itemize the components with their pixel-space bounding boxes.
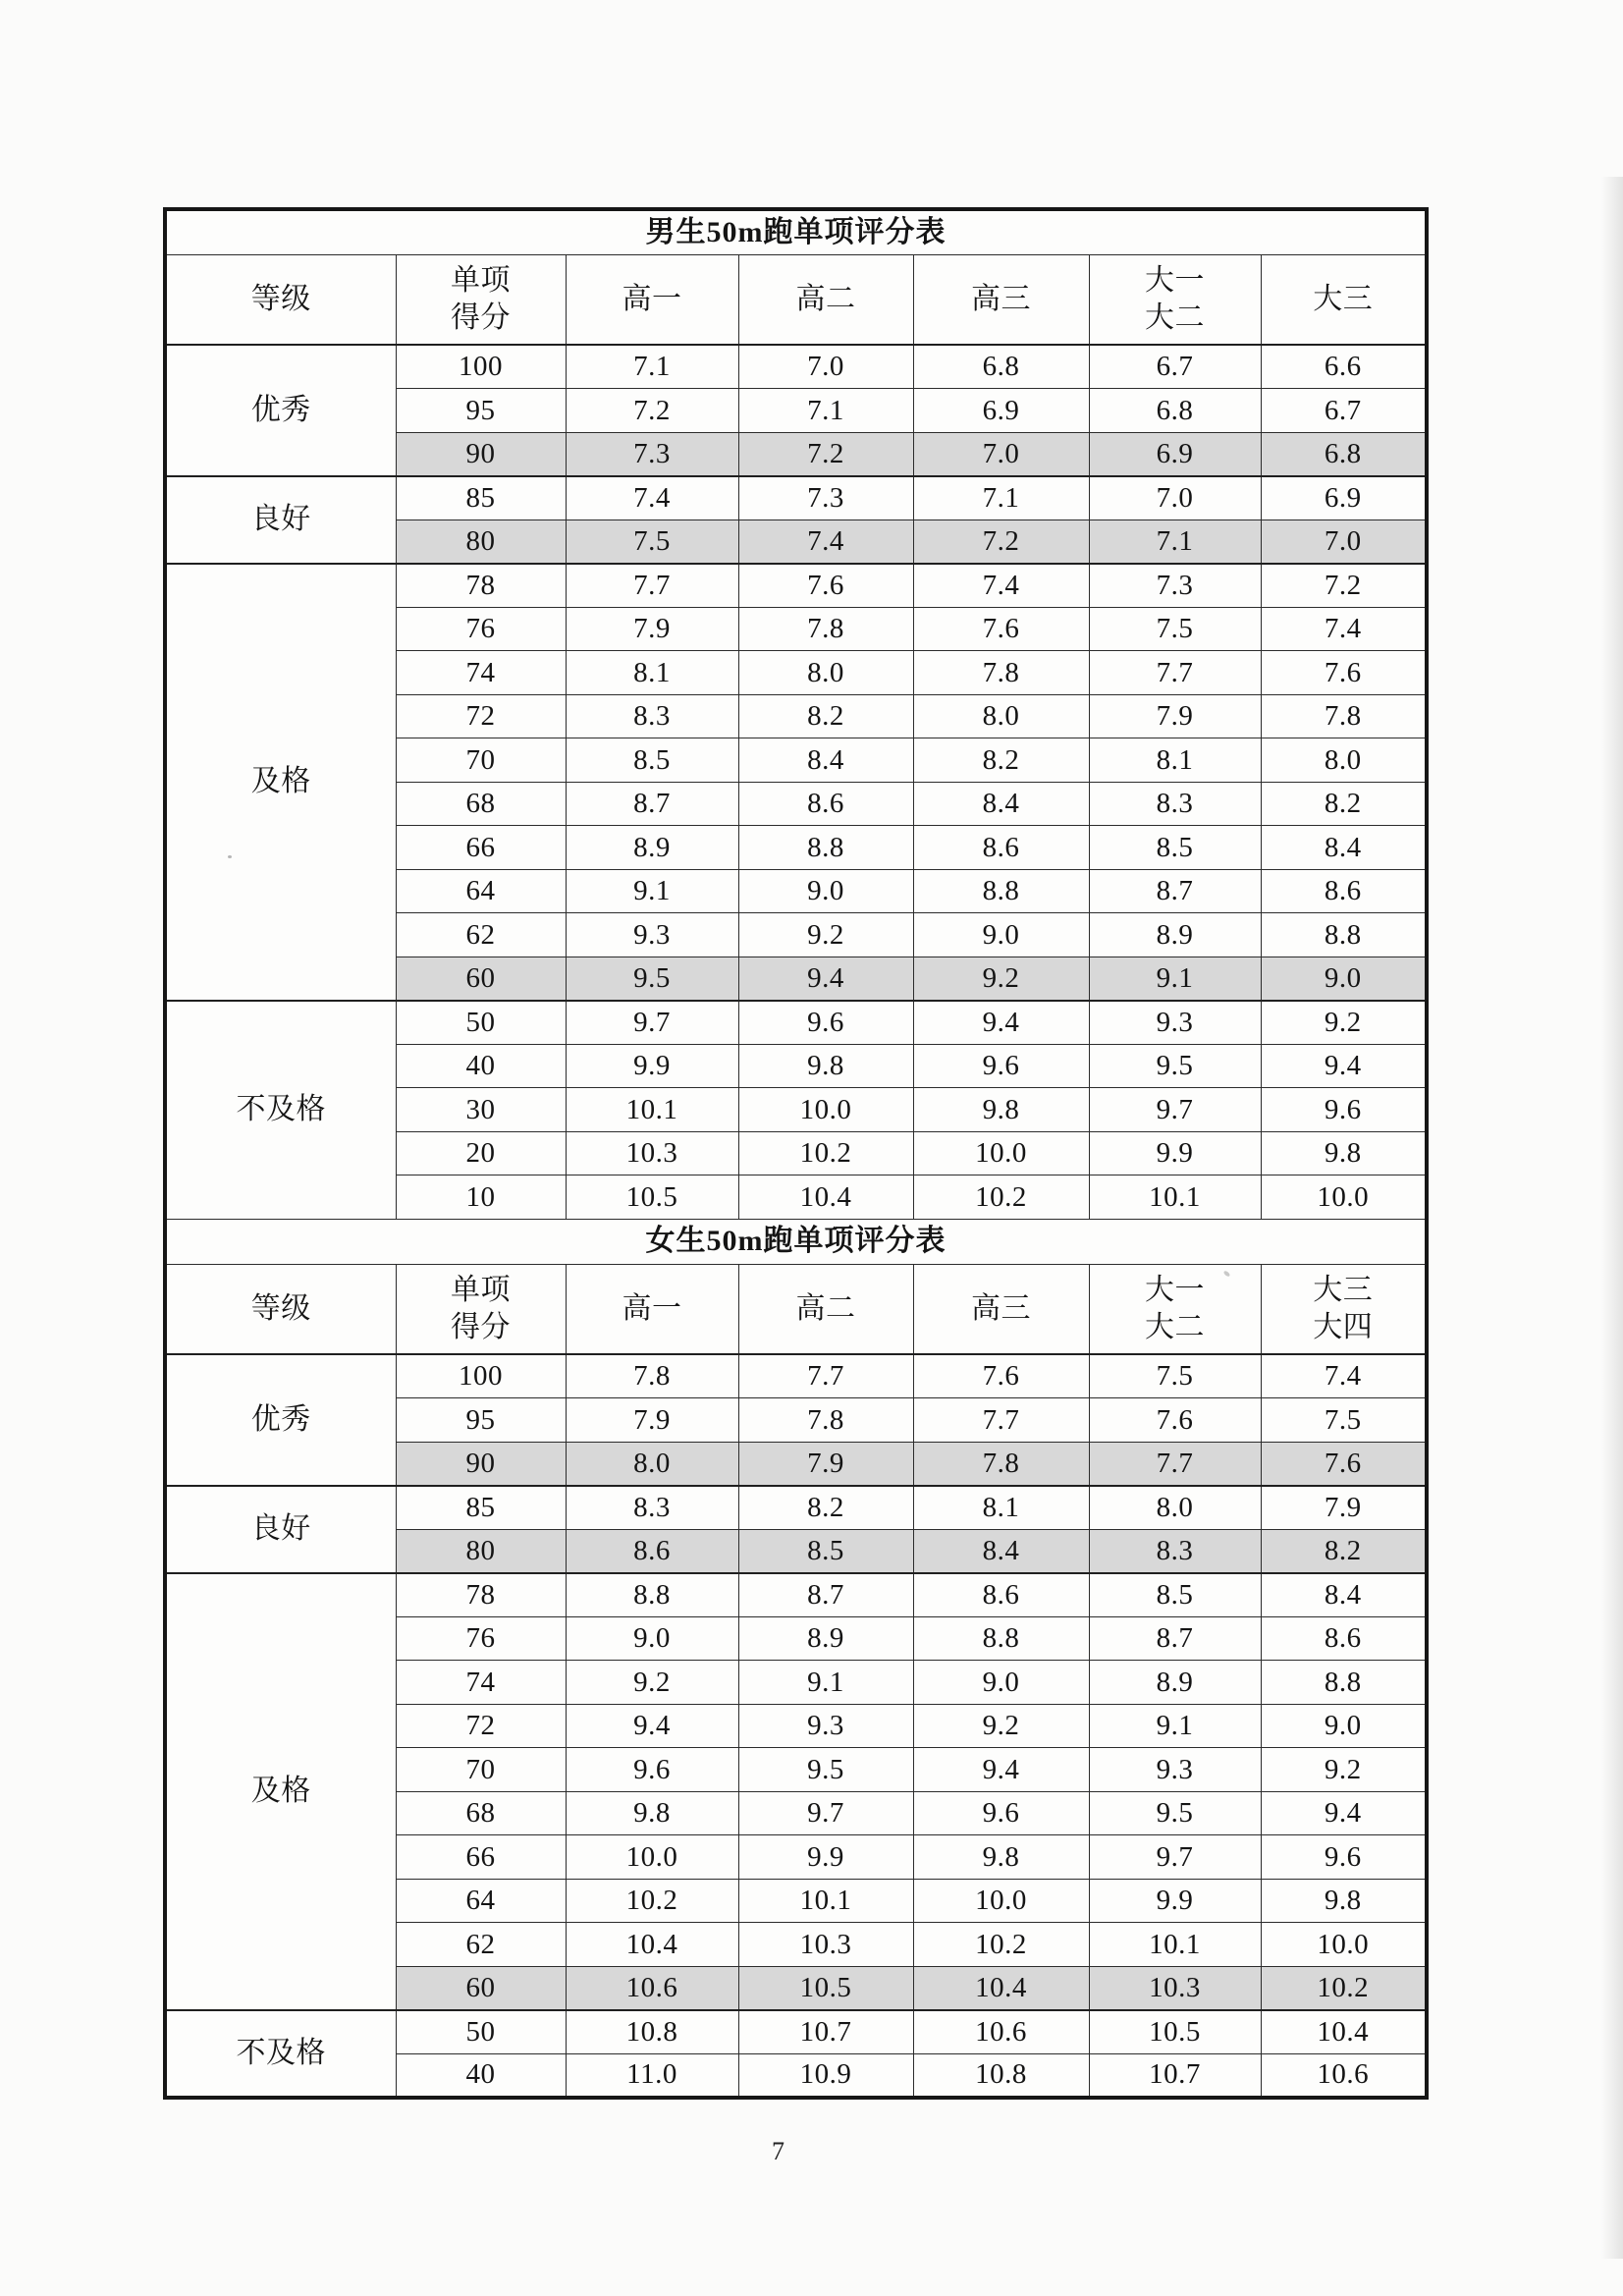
table-row (165, 1354, 1427, 1398)
value-cell: 10.0 (1261, 1923, 1427, 1967)
value-cell: 8.1 (566, 651, 738, 695)
value-cell: 8.4 (1261, 826, 1427, 870)
table-row (165, 1486, 1427, 1530)
value-cell: 7.0 (738, 345, 913, 389)
value-cell: 8.6 (1261, 869, 1427, 913)
value-cell: 10.0 (738, 1088, 913, 1132)
value-cell: 9.2 (1261, 1748, 1427, 1792)
score-cell: 74 (396, 1661, 566, 1705)
value-cell: 7.6 (913, 1354, 1089, 1398)
value-cell: 10.2 (913, 1923, 1089, 1967)
value-cell: 7.3 (738, 476, 913, 520)
header-cell: 等级 (165, 1264, 396, 1354)
value-cell: 9.6 (566, 1748, 738, 1792)
value-cell: 7.0 (1261, 519, 1427, 564)
value-cell: 8.3 (566, 1486, 738, 1530)
value-cell: 10.2 (738, 1131, 913, 1175)
value-cell: 8.7 (1089, 1616, 1261, 1661)
value-cell: 7.4 (913, 564, 1089, 608)
value-cell: 8.2 (738, 694, 913, 738)
value-cell: 9.0 (1261, 957, 1427, 1001)
value-cell: 7.8 (566, 1354, 738, 1398)
value-cell: 8.0 (913, 694, 1089, 738)
value-cell: 9.8 (738, 1044, 913, 1088)
value-cell: 7.3 (1089, 564, 1261, 608)
value-cell: 10.1 (566, 1088, 738, 1132)
value-cell: 10.6 (913, 2010, 1089, 2054)
header-cell: 大三 (1261, 254, 1427, 345)
score-cell: 74 (396, 651, 566, 695)
value-cell: 8.2 (913, 738, 1089, 783)
value-cell: 7.8 (913, 1442, 1089, 1486)
header-cell: 等级 (165, 254, 396, 345)
value-cell: 9.4 (1261, 1791, 1427, 1835)
value-cell: 7.1 (566, 345, 738, 389)
value-cell: 10.2 (1261, 1966, 1427, 2010)
table-title-row (165, 209, 1427, 254)
value-cell: 8.6 (1261, 1616, 1427, 1661)
value-cell: 7.2 (566, 389, 738, 433)
value-cell: 8.7 (566, 782, 738, 826)
value-cell: 9.1 (566, 869, 738, 913)
grade-label: 良好 (165, 1486, 396, 1573)
value-cell: 9.0 (738, 869, 913, 913)
score-cell: 70 (396, 738, 566, 783)
value-cell: 7.6 (1089, 1398, 1261, 1443)
value-cell: 9.9 (738, 1835, 913, 1880)
value-cell: 10.6 (1261, 2053, 1427, 2098)
header-cell: 大三 大四 (1261, 1264, 1427, 1354)
score-cell: 66 (396, 826, 566, 870)
score-cell: 72 (396, 1704, 566, 1748)
value-cell: 7.1 (1089, 519, 1261, 564)
value-cell: 9.1 (1089, 957, 1261, 1001)
value-cell: 9.4 (913, 1748, 1089, 1792)
value-cell: 6.7 (1089, 345, 1261, 389)
value-cell: 10.4 (738, 1175, 913, 1220)
value-cell: 9.3 (738, 1704, 913, 1748)
value-cell: 7.4 (738, 519, 913, 564)
score-cell: 40 (396, 2053, 566, 2098)
header-cell: 大一 大二 (1089, 254, 1261, 345)
score-cell: 50 (396, 2010, 566, 2054)
value-cell: 9.6 (913, 1791, 1089, 1835)
value-cell: 7.2 (913, 519, 1089, 564)
value-cell: 7.9 (566, 1398, 738, 1443)
value-cell: 9.5 (566, 957, 738, 1001)
value-cell: 8.8 (1261, 1661, 1427, 1705)
value-cell: 7.1 (913, 476, 1089, 520)
value-cell: 7.8 (738, 607, 913, 651)
value-cell: 8.9 (1089, 913, 1261, 957)
value-cell: 9.2 (913, 957, 1089, 1001)
value-cell: 6.9 (913, 389, 1089, 433)
score-cell: 90 (396, 1442, 566, 1486)
score-cell: 100 (396, 345, 566, 389)
value-cell: 7.0 (913, 432, 1089, 476)
value-cell: 9.8 (1261, 1131, 1427, 1175)
value-cell: 8.8 (1261, 913, 1427, 957)
grade-label: 优秀 (165, 345, 396, 476)
value-cell: 9.8 (566, 1791, 738, 1835)
header-cell: 单项 得分 (396, 254, 566, 345)
value-cell: 9.4 (913, 1001, 1089, 1045)
value-cell: 10.6 (566, 1966, 738, 2010)
value-cell: 7.3 (566, 432, 738, 476)
value-cell: 10.5 (566, 1175, 738, 1220)
grade-label: 及格 (165, 564, 396, 1001)
value-cell: 9.7 (1089, 1835, 1261, 1880)
value-cell: 7.8 (738, 1398, 913, 1443)
value-cell: 7.6 (1261, 1442, 1427, 1486)
value-cell: 6.9 (1261, 476, 1427, 520)
score-table-body (165, 209, 1427, 2098)
value-cell: 8.7 (1089, 869, 1261, 913)
table-header-row (165, 254, 1427, 345)
value-cell: 10.3 (566, 1131, 738, 1175)
value-cell: 8.9 (566, 826, 738, 870)
value-cell: 8.2 (1261, 782, 1427, 826)
header-cell: 高三 (913, 254, 1089, 345)
value-cell: 8.1 (1089, 738, 1261, 783)
value-cell: 7.7 (913, 1398, 1089, 1443)
value-cell: 8.8 (913, 1616, 1089, 1661)
value-cell: 8.5 (566, 738, 738, 783)
score-cell: 64 (396, 1879, 566, 1923)
score-cell: 20 (396, 1131, 566, 1175)
value-cell: 7.0 (1089, 476, 1261, 520)
score-cell: 70 (396, 1748, 566, 1792)
value-cell: 10.3 (1089, 1966, 1261, 2010)
score-cell: 100 (396, 1354, 566, 1398)
score-cell: 60 (396, 957, 566, 1001)
value-cell: 8.0 (1089, 1486, 1261, 1530)
value-cell: 10.7 (738, 2010, 913, 2054)
score-cell: 62 (396, 1923, 566, 1967)
value-cell: 8.3 (1089, 1529, 1261, 1573)
value-cell: 10.0 (913, 1131, 1089, 1175)
grade-label: 优秀 (165, 1354, 396, 1486)
value-cell: 10.8 (566, 2010, 738, 2054)
value-cell: 9.2 (738, 913, 913, 957)
value-cell: 7.5 (566, 519, 738, 564)
value-cell: 8.2 (738, 1486, 913, 1530)
table-title: 女生50m跑单项评分表 (165, 1219, 1427, 1264)
header-cell: 高二 (738, 254, 913, 345)
score-cell: 62 (396, 913, 566, 957)
score-cell: 80 (396, 519, 566, 564)
value-cell: 9.8 (913, 1835, 1089, 1880)
value-cell: 9.2 (1261, 1001, 1427, 1045)
table-row (165, 1001, 1427, 1045)
header-cell: 单项 得分 (396, 1264, 566, 1354)
value-cell: 7.5 (1089, 607, 1261, 651)
value-cell: 7.4 (1261, 607, 1427, 651)
value-cell: 9.4 (1261, 1044, 1427, 1088)
value-cell: 6.8 (1261, 432, 1427, 476)
value-cell: 8.5 (1089, 826, 1261, 870)
value-cell: 10.2 (913, 1175, 1089, 1220)
table-row (165, 476, 1427, 520)
value-cell: 9.8 (1261, 1879, 1427, 1923)
value-cell: 9.5 (1089, 1791, 1261, 1835)
value-cell: 7.9 (738, 1442, 913, 1486)
value-cell: 7.5 (1261, 1398, 1427, 1443)
value-cell: 6.9 (1089, 432, 1261, 476)
value-cell: 8.1 (913, 1486, 1089, 1530)
table-row (165, 1573, 1427, 1617)
score-cell: 72 (396, 694, 566, 738)
value-cell: 9.7 (738, 1791, 913, 1835)
value-cell: 10.0 (1261, 1175, 1427, 1220)
value-cell: 6.7 (1261, 389, 1427, 433)
value-cell: 8.7 (738, 1573, 913, 1617)
table-row (165, 564, 1427, 608)
value-cell: 7.4 (1261, 1354, 1427, 1398)
value-cell: 9.8 (913, 1088, 1089, 1132)
scan-artifact-band (1601, 177, 1623, 2259)
grade-label: 不及格 (165, 1001, 396, 1220)
value-cell: 8.9 (1089, 1661, 1261, 1705)
value-cell: 7.6 (738, 564, 913, 608)
table-header-row (165, 1264, 1427, 1354)
value-cell: 10.1 (1089, 1175, 1261, 1220)
header-cell: 高一 (566, 254, 738, 345)
value-cell: 8.8 (566, 1573, 738, 1617)
value-cell: 9.3 (566, 913, 738, 957)
score-cell: 66 (396, 1835, 566, 1880)
value-cell: 8.4 (913, 782, 1089, 826)
scan-speck (228, 855, 232, 858)
value-cell: 10.1 (1089, 1923, 1261, 1967)
value-cell: 10.4 (913, 1966, 1089, 2010)
score-cell: 30 (396, 1088, 566, 1132)
score-cell: 85 (396, 476, 566, 520)
value-cell: 7.1 (738, 389, 913, 433)
value-cell: 9.6 (738, 1001, 913, 1045)
score-cell: 50 (396, 1001, 566, 1045)
value-cell: 9.6 (1261, 1835, 1427, 1880)
value-cell: 8.6 (913, 1573, 1089, 1617)
value-cell: 8.4 (913, 1529, 1089, 1573)
value-cell: 9.0 (913, 913, 1089, 957)
value-cell: 7.6 (913, 607, 1089, 651)
value-cell: 8.6 (566, 1529, 738, 1573)
value-cell: 9.2 (566, 1661, 738, 1705)
value-cell: 6.8 (913, 345, 1089, 389)
value-cell: 9.0 (1261, 1704, 1427, 1748)
value-cell: 10.9 (738, 2053, 913, 2098)
value-cell: 7.8 (913, 651, 1089, 695)
value-cell: 9.0 (566, 1616, 738, 1661)
value-cell: 7.7 (1089, 651, 1261, 695)
value-cell: 9.7 (1089, 1088, 1261, 1132)
value-cell: 8.5 (738, 1529, 913, 1573)
value-cell: 8.3 (1089, 782, 1261, 826)
page-number: 7 (772, 2137, 784, 2165)
value-cell: 10.8 (913, 2053, 1089, 2098)
value-cell: 9.5 (1089, 1044, 1261, 1088)
score-cell: 78 (396, 1573, 566, 1617)
value-cell: 7.2 (1261, 564, 1427, 608)
value-cell: 6.6 (1261, 345, 1427, 389)
value-cell: 9.1 (738, 1661, 913, 1705)
value-cell: 7.8 (1261, 694, 1427, 738)
value-cell: 9.2 (913, 1704, 1089, 1748)
value-cell: 8.8 (738, 826, 913, 870)
score-cell: 90 (396, 432, 566, 476)
value-cell: 9.1 (1089, 1704, 1261, 1748)
table-row (165, 345, 1427, 389)
score-table (163, 207, 1429, 2100)
table-row (165, 2010, 1427, 2054)
value-cell: 10.7 (1089, 2053, 1261, 2098)
value-cell: 10.2 (566, 1879, 738, 1923)
value-cell: 9.6 (1261, 1088, 1427, 1132)
value-cell: 10.4 (1261, 2010, 1427, 2054)
value-cell: 8.8 (913, 869, 1089, 913)
score-cell: 78 (396, 564, 566, 608)
header-cell: 高三 (913, 1264, 1089, 1354)
value-cell: 9.4 (738, 957, 913, 1001)
value-cell: 9.4 (566, 1704, 738, 1748)
value-cell: 9.9 (1089, 1879, 1261, 1923)
score-cell: 95 (396, 389, 566, 433)
value-cell: 8.3 (566, 694, 738, 738)
value-cell: 8.9 (738, 1616, 913, 1661)
score-cell: 68 (396, 782, 566, 826)
value-cell: 7.9 (566, 607, 738, 651)
value-cell: 7.9 (1089, 694, 1261, 738)
value-cell: 9.7 (566, 1001, 738, 1045)
grade-label: 良好 (165, 476, 396, 564)
value-cell: 8.4 (1261, 1573, 1427, 1617)
grade-label: 不及格 (165, 2010, 396, 2098)
value-cell: 7.6 (1261, 651, 1427, 695)
value-cell: 7.7 (1089, 1442, 1261, 1486)
value-cell: 7.2 (738, 432, 913, 476)
value-cell: 6.8 (1089, 389, 1261, 433)
value-cell: 9.5 (738, 1748, 913, 1792)
header-cell: 高二 (738, 1264, 913, 1354)
value-cell: 10.4 (566, 1923, 738, 1967)
value-cell: 8.6 (738, 782, 913, 826)
value-cell: 10.5 (1089, 2010, 1261, 2054)
score-cell: 60 (396, 1966, 566, 2010)
value-cell: 7.7 (566, 564, 738, 608)
value-cell: 9.3 (1089, 1001, 1261, 1045)
value-cell: 8.0 (566, 1442, 738, 1486)
score-cell: 85 (396, 1486, 566, 1530)
value-cell: 8.0 (1261, 738, 1427, 783)
value-cell: 8.4 (738, 738, 913, 783)
score-cell: 68 (396, 1791, 566, 1835)
value-cell: 9.9 (566, 1044, 738, 1088)
table-title: 男生50m跑单项评分表 (165, 209, 1427, 254)
value-cell: 7.4 (566, 476, 738, 520)
score-cell: 64 (396, 869, 566, 913)
value-cell: 10.0 (566, 1835, 738, 1880)
header-cell: 高一 (566, 1264, 738, 1354)
score-cell: 10 (396, 1175, 566, 1220)
value-cell: 9.0 (913, 1661, 1089, 1705)
value-cell: 10.5 (738, 1966, 913, 2010)
value-cell: 7.9 (1261, 1486, 1427, 1530)
value-cell: 10.1 (738, 1879, 913, 1923)
value-cell: 7.7 (738, 1354, 913, 1398)
value-cell: 10.0 (913, 1879, 1089, 1923)
header-cell: 大一 大二 (1089, 1264, 1261, 1354)
value-cell: 10.3 (738, 1923, 913, 1967)
value-cell: 7.5 (1089, 1354, 1261, 1398)
value-cell: 11.0 (566, 2053, 738, 2098)
table-title-row (165, 1219, 1427, 1264)
grade-label: 及格 (165, 1573, 396, 2010)
score-cell: 80 (396, 1529, 566, 1573)
score-cell: 76 (396, 607, 566, 651)
value-cell: 8.6 (913, 826, 1089, 870)
value-cell: 8.5 (1089, 1573, 1261, 1617)
value-cell: 8.0 (738, 651, 913, 695)
score-cell: 95 (396, 1398, 566, 1443)
value-cell: 9.6 (913, 1044, 1089, 1088)
value-cell: 8.2 (1261, 1529, 1427, 1573)
value-cell: 9.9 (1089, 1131, 1261, 1175)
score-cell: 76 (396, 1616, 566, 1661)
score-cell: 40 (396, 1044, 566, 1088)
value-cell: 9.3 (1089, 1748, 1261, 1792)
